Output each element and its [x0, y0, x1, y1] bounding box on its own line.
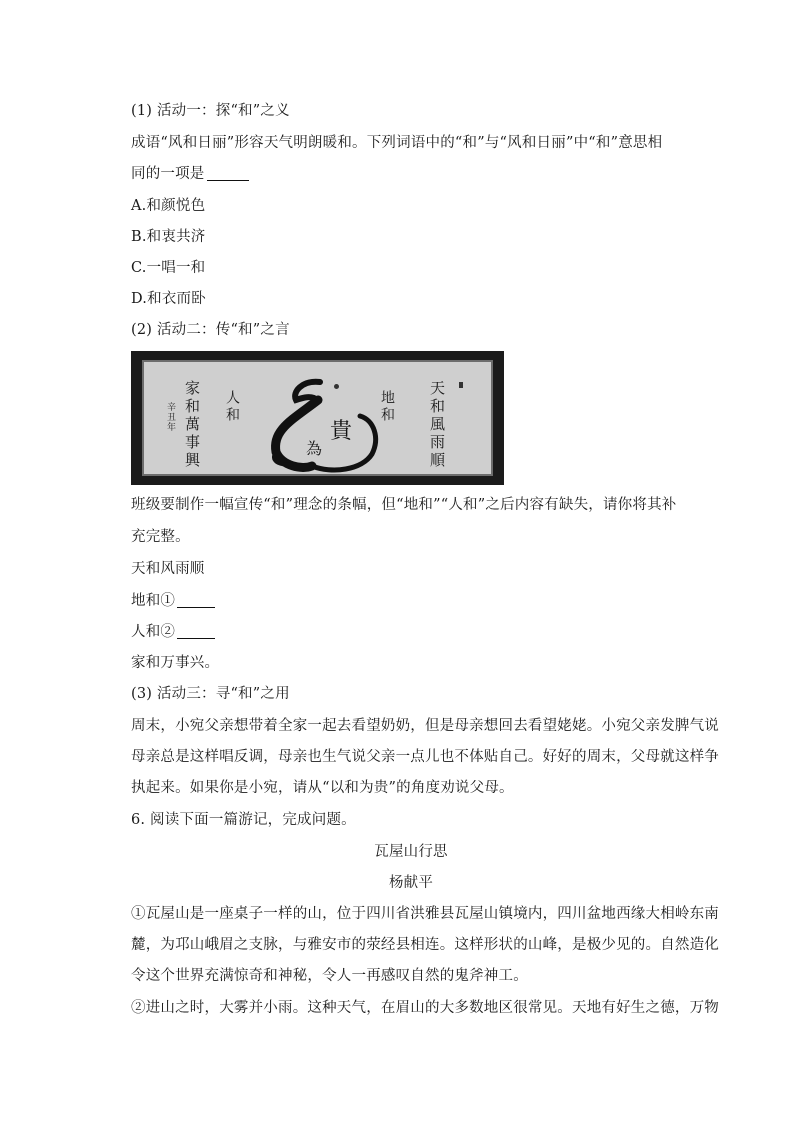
essay-author: 杨献平	[388, 875, 434, 891]
q1-stem-line-1: 成语“风和日丽”形容天气明朗暖和。下列词语中的“和”与“风和日丽”中“和”意思相	[131, 135, 663, 151]
banner-left-column: 家和萬事興	[183, 380, 201, 470]
banner-date-column: 辛丑年	[165, 402, 175, 432]
option-b: B.和衷共济	[131, 229, 206, 245]
couplet-line-4: 家和万事兴。	[131, 655, 220, 671]
svg-text:為: 為	[306, 439, 323, 458]
q3-heading: (3) 活动三：寻“和”之用	[131, 686, 290, 702]
banner-right-column-2: 地和	[379, 390, 395, 424]
banner-left-column-2: 人和	[224, 390, 240, 424]
banner-seal-mark	[459, 382, 463, 388]
banner-right-column: 天和風雨順	[428, 380, 446, 470]
q2-stem-line-2: 充完整。	[131, 529, 190, 545]
couplet-line-1: 天和风雨顺	[131, 561, 205, 577]
answer-blank[interactable]	[207, 166, 249, 181]
essay-p1-line-2: 麓，为邛山峨眉之支脉，与雅安市的荥经县相连。这样形状的山峰，是极少见的。自然造化	[131, 937, 719, 953]
svg-text:貴: 貴	[330, 419, 353, 444]
essay-p1-line-3: 令这个世界充满惊奇和神秘，令人一再感叹自然的鬼斧神工。	[131, 968, 528, 984]
q1-stem-text: 同的一项是	[131, 166, 205, 182]
couplet-line-3-text: 人和②	[131, 624, 176, 640]
q1-heading: (1) 活动一：探“和”之义	[131, 103, 290, 119]
couplet-line-2-text: 地和①	[131, 593, 176, 609]
option-c: C.一唱一和	[131, 260, 206, 276]
q6-instruction: 6. 阅读下面一篇游记，完成问题。	[131, 812, 356, 828]
banner-paper	[142, 360, 493, 476]
q3-para-line-1: 周末，小宛父亲想带着全家一起去看望奶奶，但是母亲想回去看望姥姥。小宛父亲发脾气说	[131, 718, 719, 734]
q3-para-line-3: 执起来。如果你是小宛，请从“以和为贵”的角度劝说父母。	[131, 780, 514, 796]
essay-title: 瓦屋山行思	[374, 844, 448, 860]
q3-para-line-2: 母亲总是这样唱反调，母亲也生气说父亲一点儿也不体贴自己。好好的周末，父母就这样争	[131, 749, 719, 765]
essay-p1-line-1: ①瓦屋山是一座桌子一样的山，位于四川省洪雅县瓦屋山镇境内，四川盆地西缘大相岭东南	[131, 906, 719, 922]
q2-heading: (2) 活动二：传“和”之言	[131, 322, 290, 338]
answer-blank-1[interactable]	[177, 593, 215, 608]
calligraphy-he-character	[262, 370, 382, 480]
q2-stem-line-1: 班级要制作一幅宣传“和”理念的条幅，但“地和”“人和”之后内容有缺失，请你将其补	[131, 497, 677, 513]
answer-blank-2[interactable]	[177, 624, 215, 639]
couplet-line-2	[131, 591, 215, 611]
q1-stem-line-2	[131, 164, 249, 184]
option-d: D.和衣而卧	[131, 291, 206, 307]
banner-small-seal	[334, 384, 339, 389]
calligraphy-banner-image	[131, 351, 504, 485]
option-a: A.和颜悦色	[131, 198, 206, 214]
essay-p2-line-1: ②进山之时，大雾并小雨。这种天气，在眉山的大多数地区很常见。天地有好生之德，万物	[131, 1000, 719, 1016]
couplet-line-3	[131, 622, 215, 642]
